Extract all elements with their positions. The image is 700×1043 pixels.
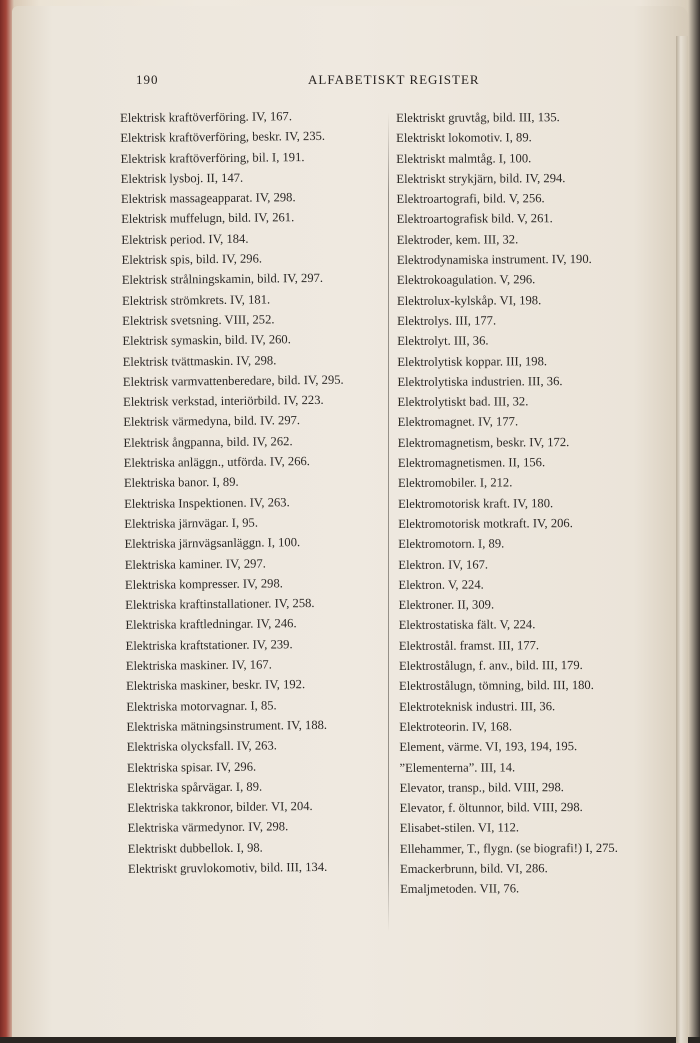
index-entry: Elektriska kompresser. IV, 298.	[124, 576, 283, 592]
index-entry: Elektrisk varmvattenberedare, bild. IV, 295.	[122, 372, 344, 389]
index-entry: Elektriska motorvagnar. I, 85.	[126, 698, 277, 714]
index-entry: Elektriska anläggn., utförda. IV, 266.	[123, 454, 310, 471]
index-entry: Elektriska maskiner. IV, 167.	[125, 657, 272, 673]
index-entry: Elektroteorin. IV, 168.	[399, 719, 513, 734]
index-entry: Elektrisk värmedyna, bild. IV. 297.	[123, 413, 301, 430]
index-entry: Elektrisk kraftöverföring, bil. I, 191.	[120, 149, 305, 166]
index-entry: Elektroner. II, 309.	[398, 597, 495, 613]
index-column-left	[120, 105, 390, 879]
index-entry: Elektromotorisk kraft. IV, 180.	[398, 495, 554, 511]
index-entry: Elektriskt strykjärn, bild. IV, 294.	[396, 171, 566, 186]
index-entry: Elektron. IV, 167.	[398, 557, 489, 572]
index-entry: ”Elementerna”. III, 14.	[399, 759, 516, 775]
index-entry: Elektriska järnvägsanläggn. I, 100.	[124, 535, 301, 552]
index-entry: Elektrolys. III, 177.	[397, 313, 497, 328]
index-entry: Elektrisk ångpanna, bild. IV, 262.	[123, 433, 293, 450]
index-entry: Elektroartografi, bild. V, 256.	[396, 191, 545, 207]
index-entry: Elektrisk strömkrets. IV, 181.	[121, 292, 271, 308]
index-entry: Elektrisk tvättmaskin. IV, 298.	[122, 352, 277, 369]
index-entry: Elektrisk svetsning. VIII, 252.	[122, 312, 275, 328]
index-entry: Elektriska kaminer. IV, 297.	[124, 556, 266, 572]
index-entry: Emaljmetoden. VII, 76.	[400, 881, 520, 897]
index-entry: Elektriska Inspektionen. IV, 263.	[124, 494, 290, 511]
running-title: ALFABETISKT REGISTER	[308, 72, 480, 87]
index-entry: Elektrostålugn, f. anv., bild. III, 179.	[398, 658, 583, 674]
index-entry: Elektriska takkronor, bilder. VI, 204.	[127, 799, 313, 816]
index-entry: Elektriska spisar. IV, 296.	[126, 759, 257, 775]
page-edge	[676, 36, 688, 1043]
index-entry: Elektroteknisk industri. III, 36.	[399, 698, 556, 714]
index-entry: Elektroder, kem. III, 32.	[396, 232, 519, 247]
index-entry: Elektrisk spis, bild. IV, 296.	[121, 251, 263, 268]
index-entry: Elevator, f. öltunnor, bild. VIII, 298.	[399, 800, 583, 816]
index-entry: Elektromagnet. IV, 177.	[397, 414, 519, 430]
index-entry: Elektriska spårvägar. I, 89.	[127, 779, 263, 795]
index-entry: Elektrodynamiska instrument. IV, 190.	[396, 252, 592, 268]
index-entry: Elektrolytiskt bad. III, 32.	[397, 394, 529, 410]
index-entry: Elektromotorisk motkraft. IV, 206.	[398, 516, 573, 531]
index-entry: Elektromotorn. I, 89.	[398, 536, 505, 552]
index-entry: Elektrisk massageapparat. IV, 298.	[120, 190, 296, 207]
index-entry: Elektrisk period. IV, 184.	[121, 231, 249, 247]
index-entry: Elektriska mätningsinstrument. IV, 188.	[126, 717, 328, 734]
index-entry: Elektroartografisk bild. V, 261.	[396, 211, 553, 227]
index-entry: Elektriskt gruvtåg, bild. III, 135.	[396, 110, 560, 125]
index-entry: Elektromagnetism, beskr. IV, 172.	[397, 434, 570, 450]
index-entry: Elektriskt lokomotiv. I, 89.	[396, 130, 532, 146]
index-entry: Elektrolytisk koppar. III, 198.	[397, 353, 548, 369]
index-entry: Elektriska värmedynor. IV, 298.	[127, 819, 289, 836]
index-entry: Elektrisk strålningskamin, bild. IV, 297.	[121, 271, 324, 288]
index-entry: Elektriskt gruvlokomotiv, bild. III, 134.	[127, 859, 328, 876]
index-entry: Elektriskt dubbellok. I, 98.	[127, 840, 263, 856]
index-entry: Elektriska kraftledningar. IV, 246.	[125, 616, 297, 633]
index-entry: Elektrisk lysboj. II, 147.	[120, 170, 244, 186]
index-entry: Elektromagnetismen. II, 156.	[397, 455, 546, 471]
index-entry: Elektriska maskiner, beskr. IV, 192.	[125, 677, 306, 694]
index-entry: Elektriska järnvägar. I, 95.	[124, 515, 259, 531]
index-entry: Elektrostatiska fält. V, 224.	[398, 617, 536, 633]
index-column-right	[396, 107, 670, 900]
index-entry: Elevator, transp., bild. VIII, 298.	[399, 779, 564, 795]
index-entry: Elektriskt malmtåg. I, 100.	[396, 150, 532, 166]
index-entry: Elektrokoagulation. V, 296.	[396, 272, 536, 288]
index-entry: Elektrostålugn, tömning, bild. III, 180.	[398, 678, 594, 694]
index-entry: Elektrolyt. III, 36.	[397, 333, 489, 349]
index-entry: Elisabet-stilen. VI, 112.	[399, 820, 520, 836]
index-entry: Elektrisk symaskin, bild. IV, 260.	[122, 332, 291, 349]
index-entry: Elektrisk kraftöverföring. IV, 167.	[120, 109, 293, 125]
index-entry: Elektrostål. framst. III, 177.	[398, 637, 540, 653]
index-entry: Elektron. V, 224.	[398, 577, 484, 592]
index-entry: Elektromobiler. I, 212.	[397, 475, 513, 491]
index-entry: Ellehammer, T., flygn. (se biografi!) I, 275.	[399, 840, 618, 856]
page-number: 190	[136, 72, 159, 87]
index-entry: Elektriska kraftstationer. IV, 239.	[125, 636, 293, 653]
index-entry: Elektrolux-kylskåp. VI, 198.	[396, 292, 542, 308]
index-entry: Elektrisk muffelugn, bild. IV, 261.	[121, 210, 295, 227]
index-entry: Elektrisk verkstad, interiörbild. IV, 223.	[123, 393, 324, 410]
index-entry: Elektriska banor. I, 89.	[123, 475, 239, 491]
index-entry: Elektrisk kraftöverföring, beskr. IV, 235.	[120, 129, 326, 146]
index-entry: Element, värme. VI, 193, 194, 195.	[399, 739, 578, 755]
index-entry: Elektriska kraftinstallationer. IV, 258.	[125, 596, 315, 613]
index-entry: Emackerbrunn, bild. VI, 286.	[399, 861, 548, 876]
index-entry: Elektrolytiska industrien. III, 36.	[397, 373, 563, 389]
index-entry: Elektriska olycksfall. IV, 263.	[126, 738, 277, 755]
page-header	[136, 72, 656, 92]
